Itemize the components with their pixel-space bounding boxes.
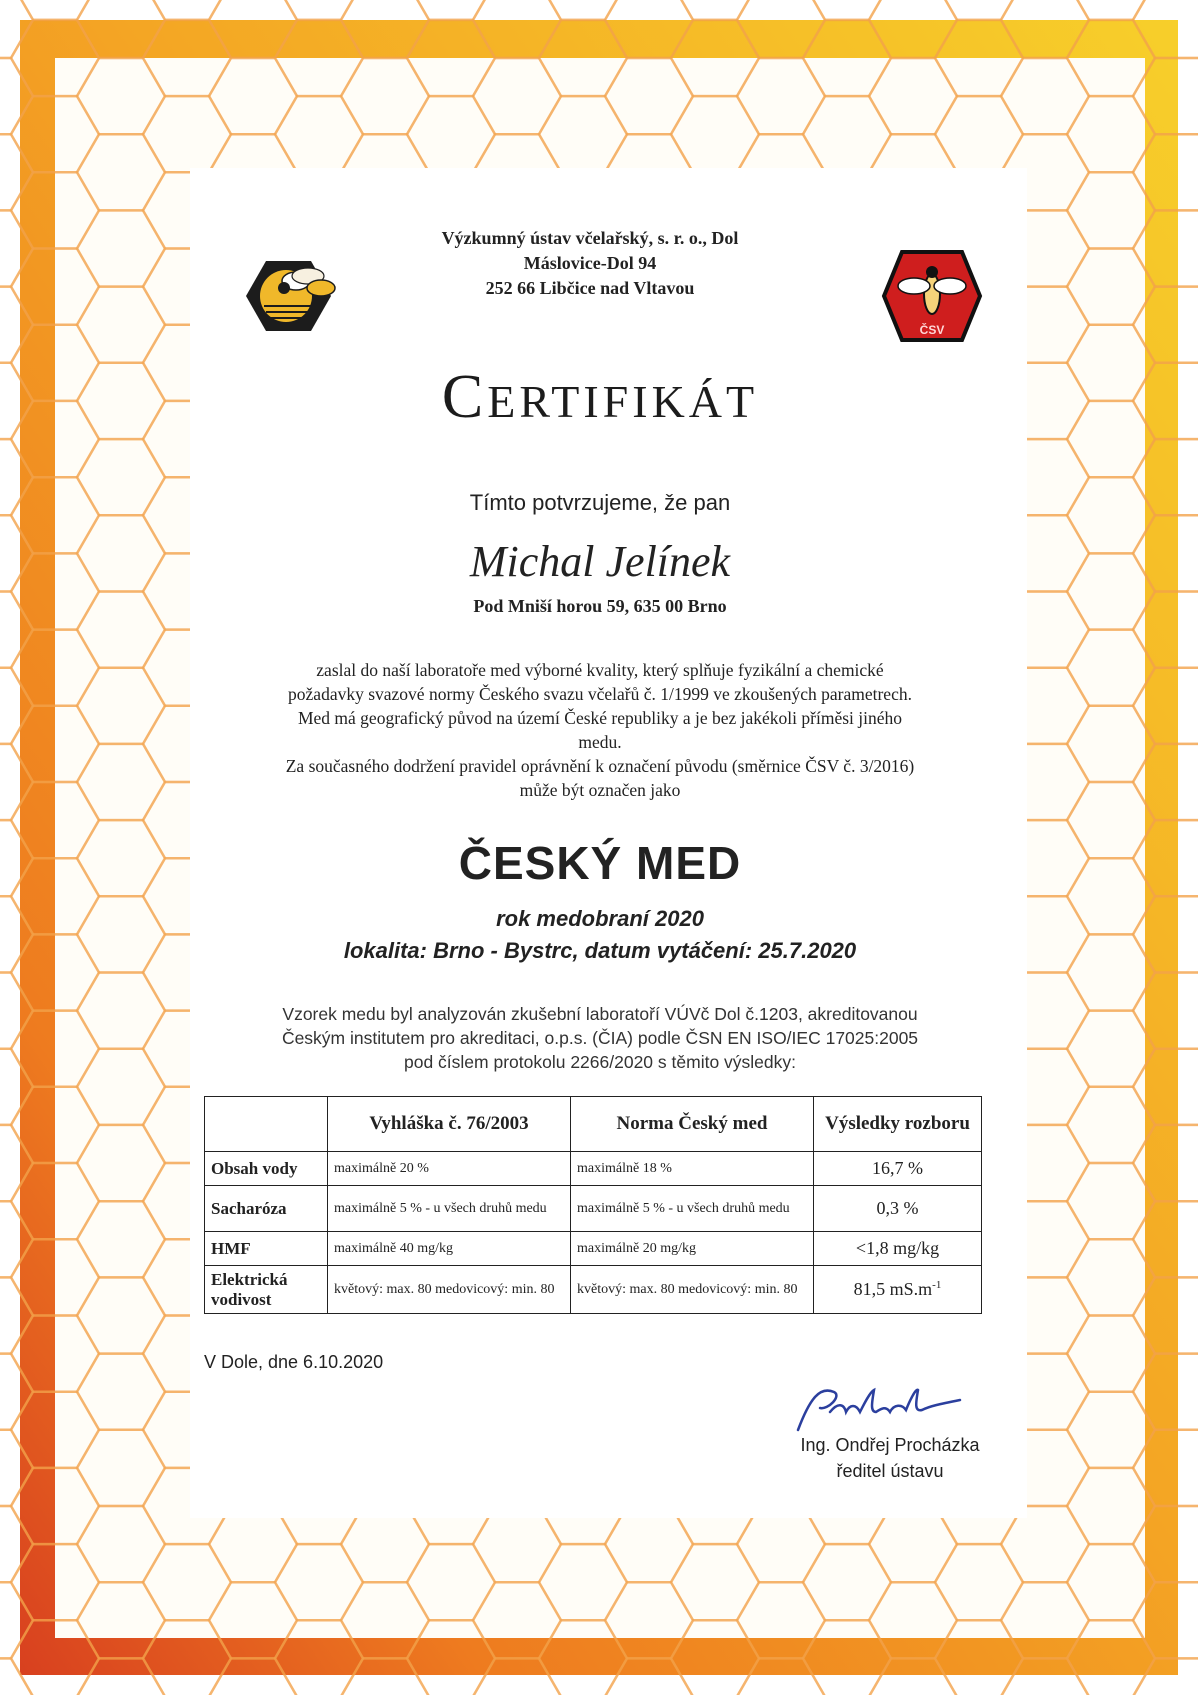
recipient-address: Pod Mniší horou 59, 635 00 Brno [473,596,727,616]
decree-cell: maximálně 40 mg/kg [328,1232,571,1266]
issue-date: V Dole, dne 6.10.2020 [204,1352,384,1372]
param-cell: Obsah vody [205,1152,328,1186]
certificate-title [230,362,970,437]
result-cell: 0,3 % [814,1186,982,1232]
table-row [205,1232,982,1266]
lab-line: pod číslem protokolu 2266/2020 s těmito výsledky: [403,1052,796,1072]
table-header-empty [205,1097,328,1152]
results-table [204,1096,982,1314]
table-header-result: Výsledky rozboru [814,1097,982,1152]
signer-name: Ing. Ondřej Procházka [800,1435,980,1455]
title-initial: C [441,363,488,431]
decree-cell: květový: max. 80 medovicový: min. 80 [328,1266,571,1314]
lab-line: Českým institutem pro akreditaci, o.p.s. (ČIA) podle ČSN EN ISO/IEC 17025:2005 [281,1028,919,1048]
csv-logo-icon [880,246,984,346]
table-row [205,1186,982,1232]
body-line: může být označen jako [519,780,681,800]
institute-header [360,226,820,301]
signer-role: ředitel ústavu [836,1461,944,1481]
signer-block [770,1432,1010,1484]
result-cell: <1,8 mg/kg [814,1232,982,1266]
body-line: medu. [578,732,622,752]
title-rest: ERTIFIKÁT [487,376,759,427]
body-line: Med má geografický původ na území České republiky a je bez jakékoli příměsi jiného [297,708,903,728]
decree-cell: maximálně 5 % - u všech druhů medu [328,1186,571,1232]
harvest-year: rok medobraní 2020 [496,906,704,931]
norm-cell: maximálně 5 % - u všech druhů medu [571,1186,814,1232]
recipient-name: Michal Jelínek [469,537,731,586]
decree-cell: maximálně 20 % [328,1152,571,1186]
body-line: Za současného dodržení pravidel oprávnění k označení původu (směrnice ČSV č. 3/2016) [285,756,915,776]
institute-street: Máslovice-Dol 94 [523,253,657,273]
result-cell: 81,5 $mS.m^{-1}$ [814,1266,982,1314]
csv-logo-text: ČSV [919,323,945,337]
bee-logo-icon [236,236,346,336]
table-header-decree: Vyhláška č. 76/2003 [328,1097,571,1152]
norm-cell: maximálně 20 mg/kg [571,1232,814,1266]
result-cell: 16,7 % [814,1152,982,1186]
norm-cell: maximálně 18 % [571,1152,814,1186]
locality: lokalita: Brno - Bystrc, datum vytáčení: 25.7.2020 [343,938,857,963]
param-cell: Sacharóza [205,1186,328,1232]
norm-cell: květový: max. 80 medovicový: min. 80 [571,1266,814,1314]
confirm-text: Tímto potvrzujeme, že pan [469,490,731,515]
product-label: ČESKÝ MED [458,837,742,889]
table-row [205,1152,982,1186]
lab-line: Vzorek medu byl analyzován zkušební laboratoří VÚVč Dol č.1203, akreditovanou [282,1004,918,1024]
statement-body [200,658,1000,802]
table-row [205,1266,982,1314]
table-header-row [205,1097,982,1152]
institute-name: Výzkumný ústav včelařský, s. r. o., Dol [441,228,739,248]
institute-city: 252 66 Libčice nad Vltavou [485,278,695,298]
param-cell: HMF [205,1232,328,1266]
body-line: požadavky svazové normy Českého svazu včelařů č. 1/1999 ve zkoušených parametrech. [288,684,912,704]
param-cell: Elektrická vodivost [205,1266,328,1314]
body-line: zaslal do naší laboratoře med výborné kvality, který splňuje fyzikální a chemické [316,660,884,680]
table-header-norm: Norma Český med [571,1097,814,1152]
signature-icon [790,1378,990,1438]
lab-statement [200,1002,1000,1074]
